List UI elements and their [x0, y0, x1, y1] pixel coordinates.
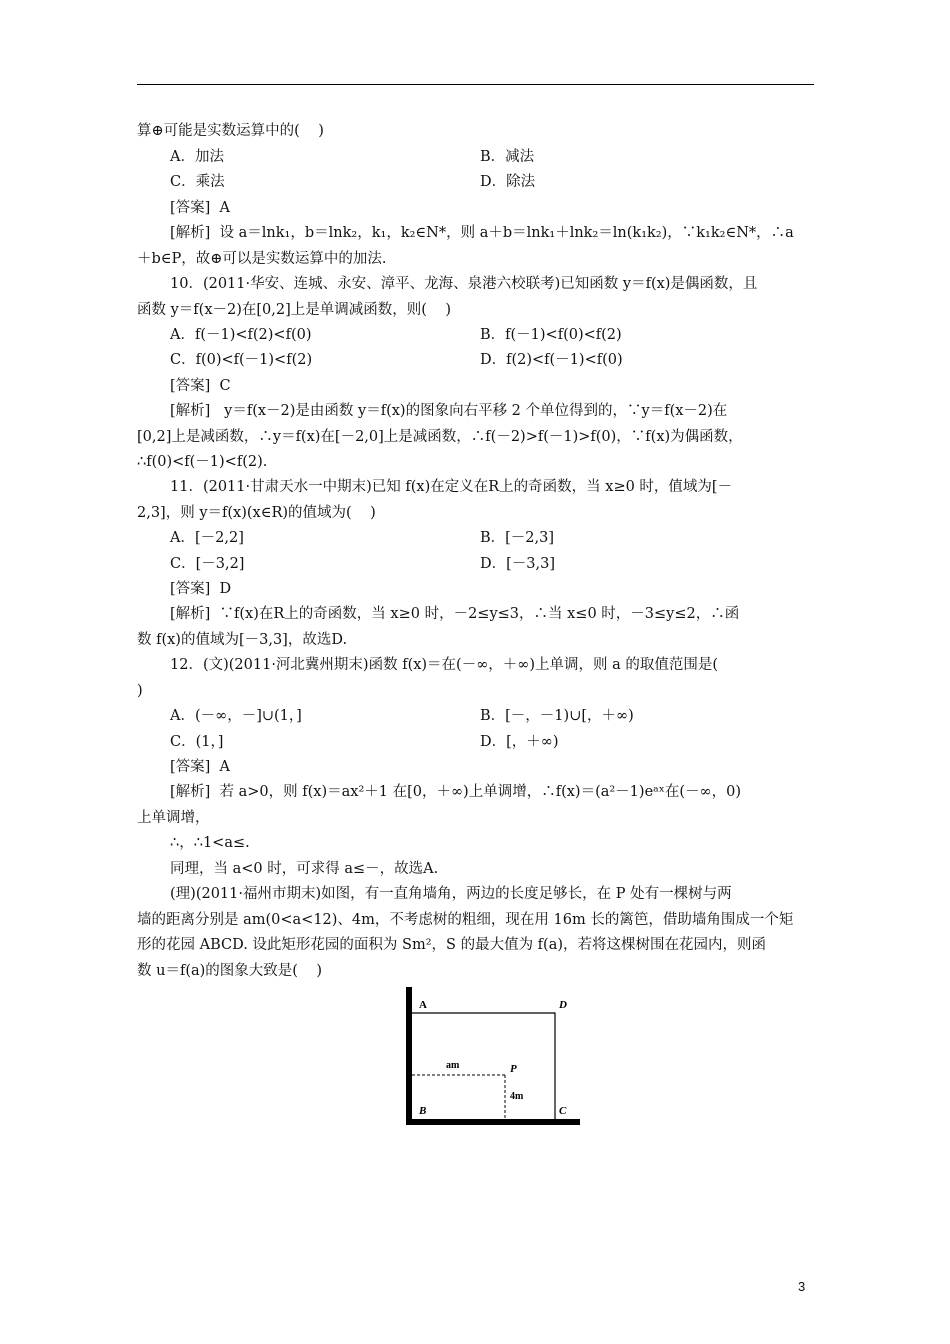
option-b: B．[－2,3]: [480, 530, 555, 546]
option-d: D．[－3,3]: [480, 556, 555, 572]
text-line: 函数 y＝f(x－2)在[0,2]上是单调减函数，则( ): [137, 302, 452, 318]
vertex-d-label: D: [559, 999, 567, 1011]
option-d: D．[，＋∞): [480, 734, 559, 750]
option-d: D．f(2)<f(－1)<f(0): [480, 352, 623, 368]
option-a: A．f(－1)<f(2)<f(0): [170, 327, 312, 343]
option-a: A．(－∞，－]∪(1，]: [170, 708, 302, 724]
question-11: 11．(2011·甘肃天水一中期末)已知 f(x)在定义在R上的奇函数，当 x≥0 时，值域为[－: [170, 479, 733, 495]
text-line: ∴f(0)<f(－1)<f(2).: [137, 454, 268, 470]
analysis: [解析] y＝f(x－2)是由函数 y＝f(x)的图象向右平移 2 个单位得到的，∵y＝f(x－2)在: [170, 403, 728, 419]
option-b: B．f(－1)<f(0)<f(2): [480, 327, 622, 343]
text-line: 2,3]，则 y＝f(x)(x∈R)的值域为( ): [137, 505, 376, 521]
vertex-b-label: B: [419, 1105, 427, 1117]
question-12-li: (理)(2011·福州市期末)如图，有一直角墙角，两边的长度足够长，在 P 处有一棵树与两: [170, 886, 732, 902]
answer: [答案] D: [170, 581, 232, 597]
garden-figure: [400, 982, 590, 1132]
header-rule: [137, 84, 814, 85]
text-line: 墙的距离分别是 am(0<a<12)、4m，不考虑树的粗细，现在用 16m 长的篱笆，借助墙角围成一个矩: [137, 912, 794, 928]
vertical-wall: [406, 987, 412, 1125]
text-line: 数 f(x)的值域为[－3,3]，故选D.: [137, 632, 348, 648]
vertex-a-label: A: [419, 999, 427, 1011]
text-line: 上单调增，: [137, 810, 210, 826]
distance-a-label: am: [446, 1060, 460, 1071]
text-line: 形的花园 ABCD. 设此矩形花园的面积为 Sm²，S 的最大值为 f(a)，若将这棵树围在花园内，则函: [137, 937, 767, 953]
option-c: C．f(0)<f(－1)<f(2): [170, 352, 313, 368]
question-10: 10．(2011·华安、连城、永安、漳平、龙海、泉港六校联考)已知函数 y＝f(x)是偶函数，且: [170, 276, 758, 292]
option-b: B．[－，－1)∪[，＋∞): [480, 708, 634, 724]
option-c: C．[－3,2]: [170, 556, 245, 572]
text-line: 算⊕可能是实数运算中的( ): [137, 123, 324, 139]
analysis: [解析] 设 a＝lnk₁，b＝lnk₂，k₁，k₂∈N*，则 a＋b＝lnk₁＋lnk₂＝ln(k₁k₂)，∵k₁k₂∈N*，∴a: [170, 225, 794, 241]
distance-4m-label: 4m: [510, 1091, 524, 1102]
text-line: 数 u＝f(a)的图象大致是( ): [137, 963, 323, 979]
text-line: 同理，当 a<0 时，可求得 a≤－，故选A.: [170, 861, 439, 877]
tree-p-label: P: [510, 1063, 517, 1075]
text-line: ): [137, 683, 143, 699]
horizontal-wall: [406, 1119, 580, 1125]
text-line: ＋b∈P，故⊕可以是实数运算中的加法.: [137, 251, 387, 267]
answer: [答案] A: [170, 200, 231, 216]
answer: [答案] C: [170, 378, 231, 394]
option-b: B．减法: [480, 149, 535, 165]
option-c: C．(1，]: [170, 734, 224, 750]
option-a: A．[－2,2]: [170, 530, 244, 546]
option-c: C．乘法: [170, 174, 225, 190]
vertex-c-label: C: [559, 1105, 567, 1117]
page-number: 3: [798, 1279, 806, 1294]
answer: [答案] A: [170, 759, 231, 775]
option-a: A．加法: [170, 149, 224, 165]
option-d: D．除法: [480, 174, 536, 190]
text-line: ∴，∴1<a≤.: [170, 835, 250, 851]
analysis: [解析] ∵f(x)在R上的奇函数，当 x≥0 时，－2≤y≤3，∴当 x≤0 时，－3≤y≤2，∴函: [170, 606, 740, 622]
fence-line: [412, 1013, 555, 1119]
analysis: [解析] 若 a>0，则 f(x)＝ax²＋1 在[0，＋∞)上单调增，∴f(x)＝(a²－1)eᵃˣ在(－∞，0): [170, 784, 742, 800]
question-12: 12．(文)(2011·河北冀州期末)函数 f(x)＝在(－∞，＋∞)上单调，则 a 的取值范围是(: [170, 657, 719, 673]
text-line: [0,2]上是减函数，∴y＝f(x)在[－2,0]上是减函数，∴f(－2)>f(－1)>f(0)，∵f(x)为偶函数，: [137, 429, 743, 445]
